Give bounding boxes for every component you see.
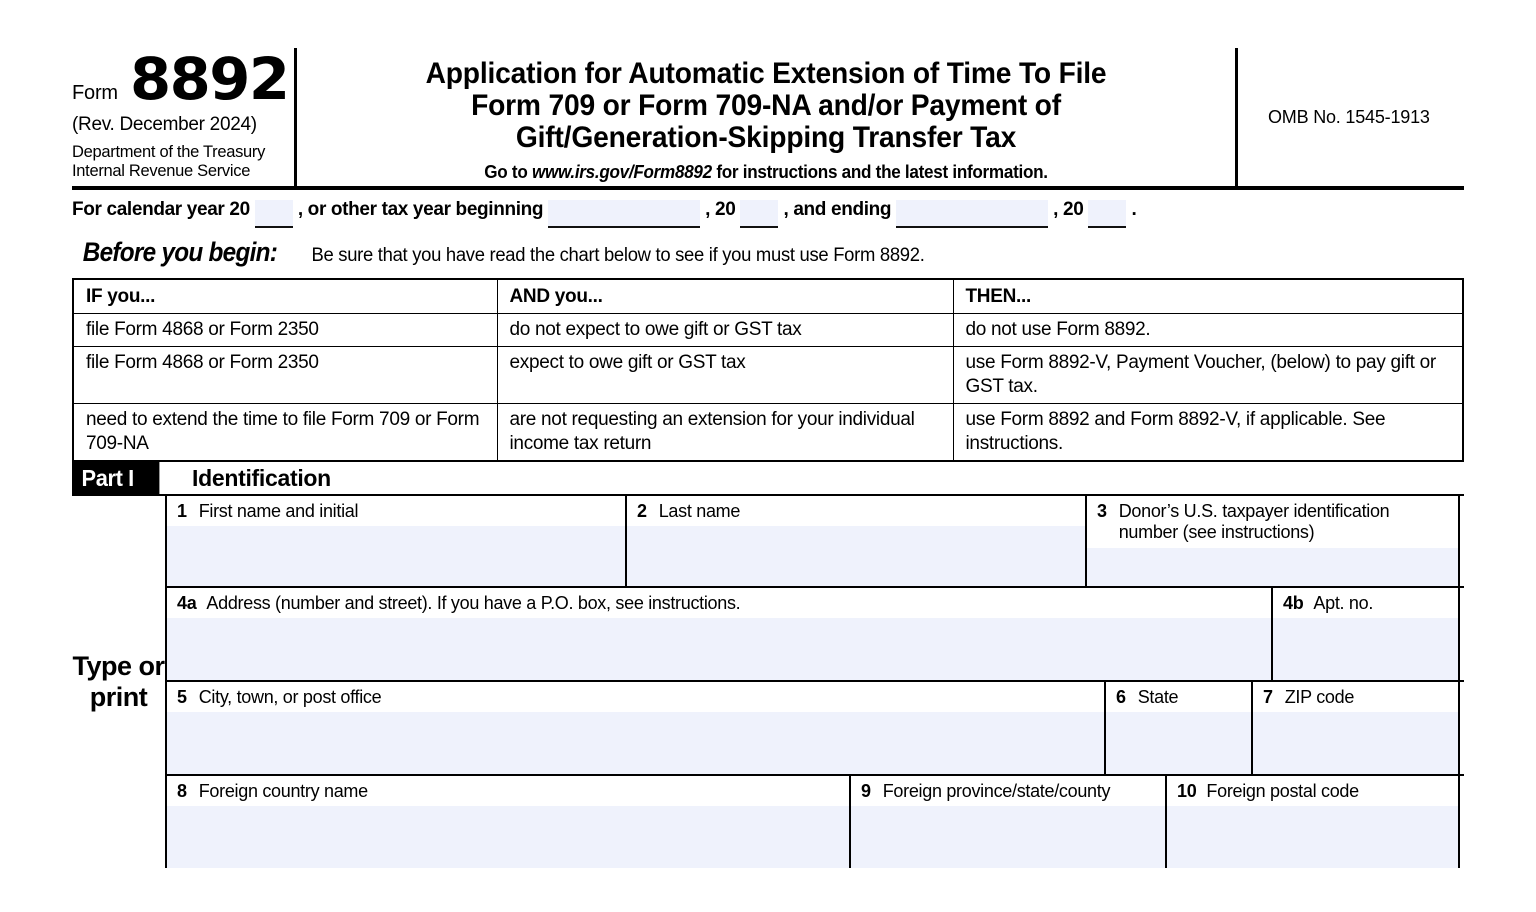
tax-year-text-2: , 20 [705,199,736,220]
tax-year-text-4: , 20 [1053,199,1084,220]
field-number: 7 [1263,686,1273,707]
field-city-label [167,682,1104,713]
field-first-name-input[interactable] [167,526,625,585]
chart-header-and: AND you... [497,279,953,314]
field-number: 4b [1283,592,1304,613]
before-you-begin-label: Before you begin: [82,237,278,267]
chart-row [73,347,1463,404]
field-address-input[interactable] [167,618,1271,679]
form-title-block [294,48,1238,186]
identification-row [167,588,1464,682]
chart-cell-if: file Form 4868 or Form 2350 [73,347,497,404]
field-label-text: Foreign postal code [1206,780,1359,801]
field-number: 4a [177,592,197,613]
omb-number: OMB No. 1545-1913 [1268,106,1430,127]
form-page [0,45,1536,912]
tax-year-line [72,190,1464,228]
chart-header-if: IF you... [73,279,497,314]
chart-cell-then: do not use Form 8892. [953,314,1463,347]
identification-row [167,776,1464,868]
chart-cell-and: are not requesting an extension for your individual income tax return [497,404,953,461]
form-title-line-3: Gift/Generation-Skipping Transfer Tax [515,121,1017,155]
form-title-line-2: Form 709 or Form 709-NA and/or Payment of [471,89,1061,123]
field-label-text: Foreign country name [198,780,368,801]
field-label-text: State [1137,686,1179,707]
form-word-label: Form [72,82,118,104]
chart-header-then: THEN... [953,279,1463,314]
chart-cell-if: need to extend the time to file Form 709 or Form 709-NA [73,404,497,461]
chart-cell-then: use Form 8892 and Form 8892-V, if applicable. See instructions. [953,404,1463,461]
issuing-agency [72,143,284,182]
form-number-line [72,45,289,113]
field-apartment-number [1273,588,1460,680]
chart-row [73,314,1463,347]
calendar-year-label: For calendar year 20 [72,199,250,220]
tax-year-text-1: , or other tax year beginning [297,199,544,220]
identification-row [167,496,1464,588]
field-zip-code-label [1253,682,1458,713]
field-foreign-country-label [167,776,849,807]
field-number: 1 [177,500,187,521]
form-title-line-1: Application for Automatic Extension of Time To File [425,57,1107,90]
identification-field-rows [167,496,1464,868]
field-address-label [167,588,1271,619]
form-header [72,45,1464,190]
tax-year-begin-year-input[interactable] [740,200,778,228]
chart-row [73,404,1463,461]
agency-service: Internal Revenue Service [72,162,251,181]
chart-cell-if: file Form 4868 or Form 2350 [73,314,497,347]
tax-year-begin-date-input[interactable] [548,200,700,228]
field-label-text: ZIP code [1284,686,1355,707]
part-one-title: Identification [192,464,331,491]
field-apartment-number-input[interactable] [1273,618,1458,679]
irs-form-url[interactable]: www.irs.gov/Form8892 [531,162,712,183]
field-last-name-input[interactable] [627,526,1085,585]
tax-year-period: . [1131,199,1137,220]
field-state [1106,682,1253,774]
tax-year-end-date-input[interactable] [896,200,1048,228]
field-foreign-postal-code [1167,776,1460,868]
chart-header-row [73,279,1463,314]
form-revision-date: (Rev. December 2024) [72,114,257,136]
field-number: 2 [637,500,647,521]
form-title [338,58,1193,154]
field-last-name [627,496,1087,586]
calendar-year-input[interactable] [255,200,293,228]
field-apartment-number-label [1273,588,1458,619]
field-label-text: City, town, or post office [198,686,382,707]
form-identity-block [72,45,294,186]
identification-row [167,682,1464,776]
eligibility-chart [72,278,1464,462]
field-label-text: Apt. no. [1313,592,1374,613]
field-foreign-country-input[interactable] [167,806,849,867]
field-label-text: Donor’s U.S. taxpayer identification number (see instructions) [1118,500,1390,543]
field-foreign-postal-code-input[interactable] [1167,806,1458,867]
field-zip-code [1253,682,1460,774]
field-number: 6 [1116,686,1126,707]
field-foreign-province-label [851,776,1165,807]
field-city-input[interactable] [167,712,1104,773]
field-last-name-label [627,496,1085,527]
field-label-text: Foreign province/state/county [882,780,1111,801]
field-foreign-province-input[interactable] [851,806,1165,867]
form-number: 8892 [129,45,289,113]
field-state-input[interactable] [1106,712,1251,773]
field-taxpayer-id-label [1087,496,1458,548]
tax-year-text-3: , and ending [783,199,892,220]
part-one-header [72,462,1464,496]
field-label-text: Last name [658,500,741,521]
field-city [167,682,1106,774]
field-first-name [167,496,627,586]
goto-suffix: for instructions and the latest information. [711,162,1048,183]
field-first-name-label [167,496,625,527]
omb-block [1238,48,1464,186]
field-number: 9 [861,780,871,801]
field-foreign-postal-code-label [1167,776,1458,807]
field-state-label [1106,682,1251,713]
tax-year-end-year-input[interactable] [1088,200,1126,228]
type-or-print-label: Type or print [72,496,167,868]
field-address [167,588,1273,680]
field-zip-code-input[interactable] [1253,712,1458,773]
field-taxpayer-id [1087,496,1460,586]
field-taxpayer-id-input[interactable] [1087,548,1458,586]
field-label-text: Address (number and street). If you have a P.O. box, see instructions. [206,592,741,613]
chart-cell-and: expect to owe gift or GST tax [497,347,953,404]
field-number: 5 [177,686,187,707]
part-one-tag: Part I [72,462,159,494]
before-you-begin-row [72,237,1464,271]
field-number: 10 [1177,780,1197,801]
form-instructions-link-line [334,162,1199,183]
field-number: 8 [177,780,187,801]
field-foreign-country [167,776,851,868]
before-you-begin-text: Be sure that you have read the chart below to see if you must use Form 8892. [311,245,925,266]
chart-cell-then: use Form 8892-V, Payment Voucher, (below) to pay gift or GST tax. [953,347,1463,404]
agency-department: Department of the Treasury [72,143,266,162]
field-foreign-province [851,776,1167,868]
goto-prefix: Go to [484,162,532,183]
chart-cell-and: do not expect to owe gift or GST tax [497,314,953,347]
identification-section [72,496,1464,868]
field-label-text: First name and initial [198,500,359,521]
field-number: 3 [1097,500,1107,521]
